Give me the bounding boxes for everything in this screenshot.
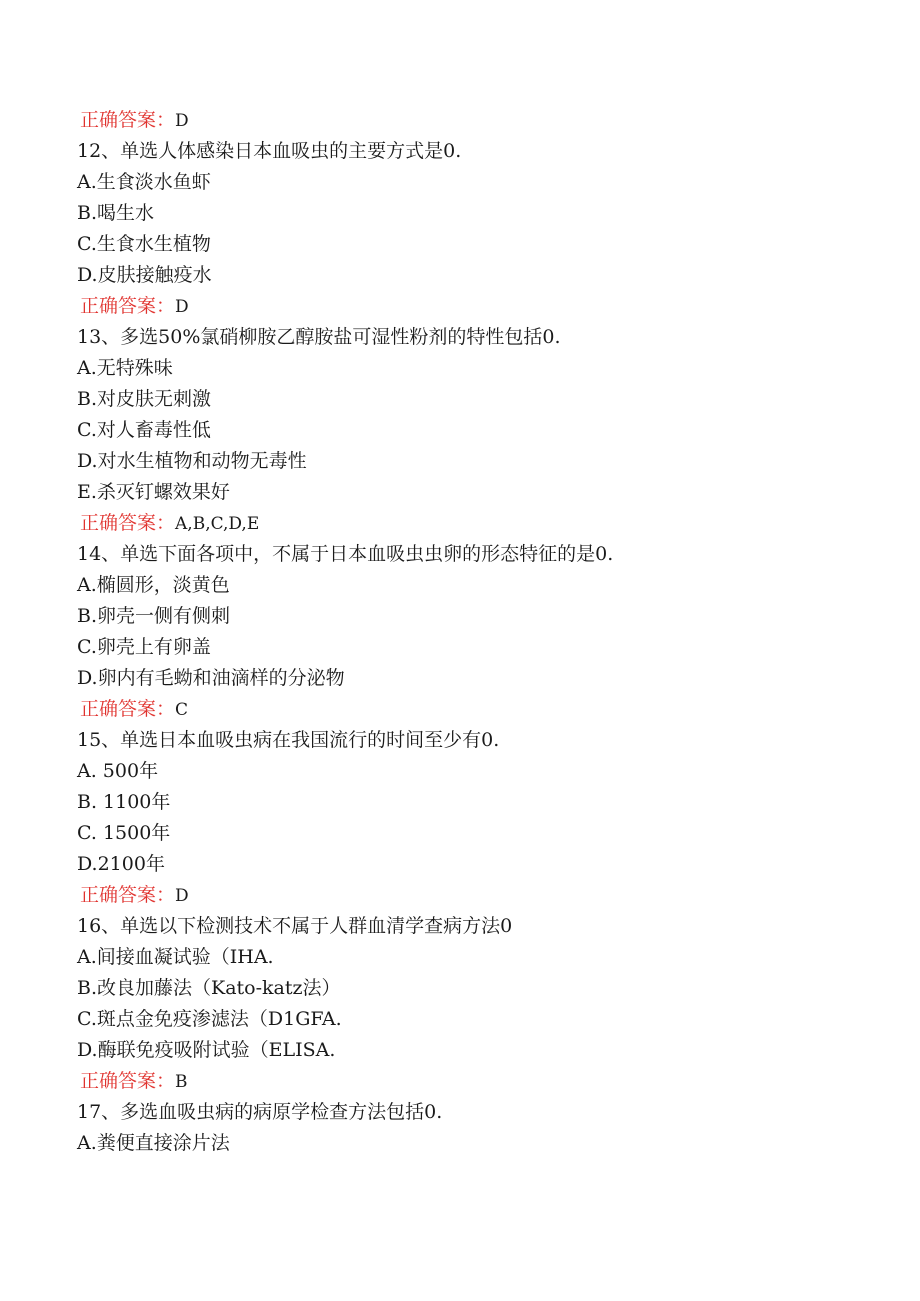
question-block (0, 322, 920, 539)
option-b: B.改良加藤法（Kato-katz法） (77, 977, 341, 999)
option-a: A. 500年 (77, 760, 159, 782)
option-b: B.喝生水 (77, 202, 155, 224)
option-c: C. 1500年 (77, 822, 171, 844)
document-page (0, 105, 920, 1159)
option-a: A.椭圆形，淡黄色 (77, 574, 230, 596)
answer-value: A,B,C,D,E (175, 514, 260, 534)
answer-value: D (175, 111, 189, 131)
option-b: B. 1100年 (77, 791, 171, 813)
option-c: C.生食水生植物 (77, 233, 211, 255)
question-text: 15、单选日本血吸虫病在我国流行的时间至少有0. (77, 729, 500, 751)
question-text: 16、单选以下检测技术不属于人群血清学查病方法0 (77, 915, 513, 937)
question-block (0, 1097, 920, 1159)
answer-value: D (175, 297, 189, 317)
option-a: A.粪便直接涂片法 (77, 1132, 230, 1154)
option-d: D.对水生植物和动物无毒性 (77, 450, 307, 472)
question-block (0, 725, 920, 911)
answer-line (0, 508, 920, 539)
answer-label: 正确答案： (80, 512, 176, 534)
option-d: D.皮肤接触疫水 (77, 264, 212, 286)
option-d: D.酶联免疫吸附试验（ELISA. (77, 1039, 336, 1061)
question-text: 13、多选50%氯硝柳胺乙醇胺盐可湿性粉剂的特性包括0. (77, 326, 561, 348)
question-text: 12、单选人体感染日本血吸虫的主要方式是0. (77, 140, 462, 162)
option-a: A.生食淡水鱼虾 (77, 171, 211, 193)
question-block (0, 539, 920, 725)
question-block (0, 911, 920, 1097)
option-e: E.杀灭钉螺效果好 (77, 481, 230, 503)
answer-label: 正确答案： (80, 698, 176, 720)
option-d: D.2100年 (77, 853, 165, 875)
option-d: D.卵内有毛蚴和油滴样的分泌物 (77, 667, 345, 689)
answer-line (0, 694, 920, 725)
answer-line (0, 291, 920, 322)
answer-label: 正确答案： (80, 884, 176, 906)
option-c: C.卵壳上有卵盖 (77, 636, 211, 658)
answer-label: 正确答案： (80, 295, 176, 317)
question-block (0, 136, 920, 322)
question-text: 17、多选血吸虫病的病原学检查方法包括0. (77, 1101, 443, 1123)
option-a: A.间接血凝试验（IHA. (77, 946, 274, 968)
answer-label: 正确答案： (80, 1070, 176, 1092)
answer-line (0, 880, 920, 911)
option-c: C.斑点金免疫渗滤法（D1GFA. (77, 1008, 342, 1030)
answer-line (0, 105, 920, 136)
answer-line (0, 1066, 920, 1097)
answer-value: B (175, 1072, 188, 1092)
option-b: B.对皮肤无刺激 (77, 388, 212, 410)
answer-value: C (175, 700, 189, 720)
answer-value: D (175, 886, 189, 906)
option-a: A.无特殊味 (77, 357, 173, 379)
question-text: 14、单选下面各项中，不属于日本血吸虫虫卵的形态特征的是0. (77, 543, 614, 565)
answer-label: 正确答案： (80, 109, 176, 131)
option-b: B.卵壳一侧有侧刺 (77, 605, 231, 627)
option-c: C.对人畜毒性低 (77, 419, 211, 441)
